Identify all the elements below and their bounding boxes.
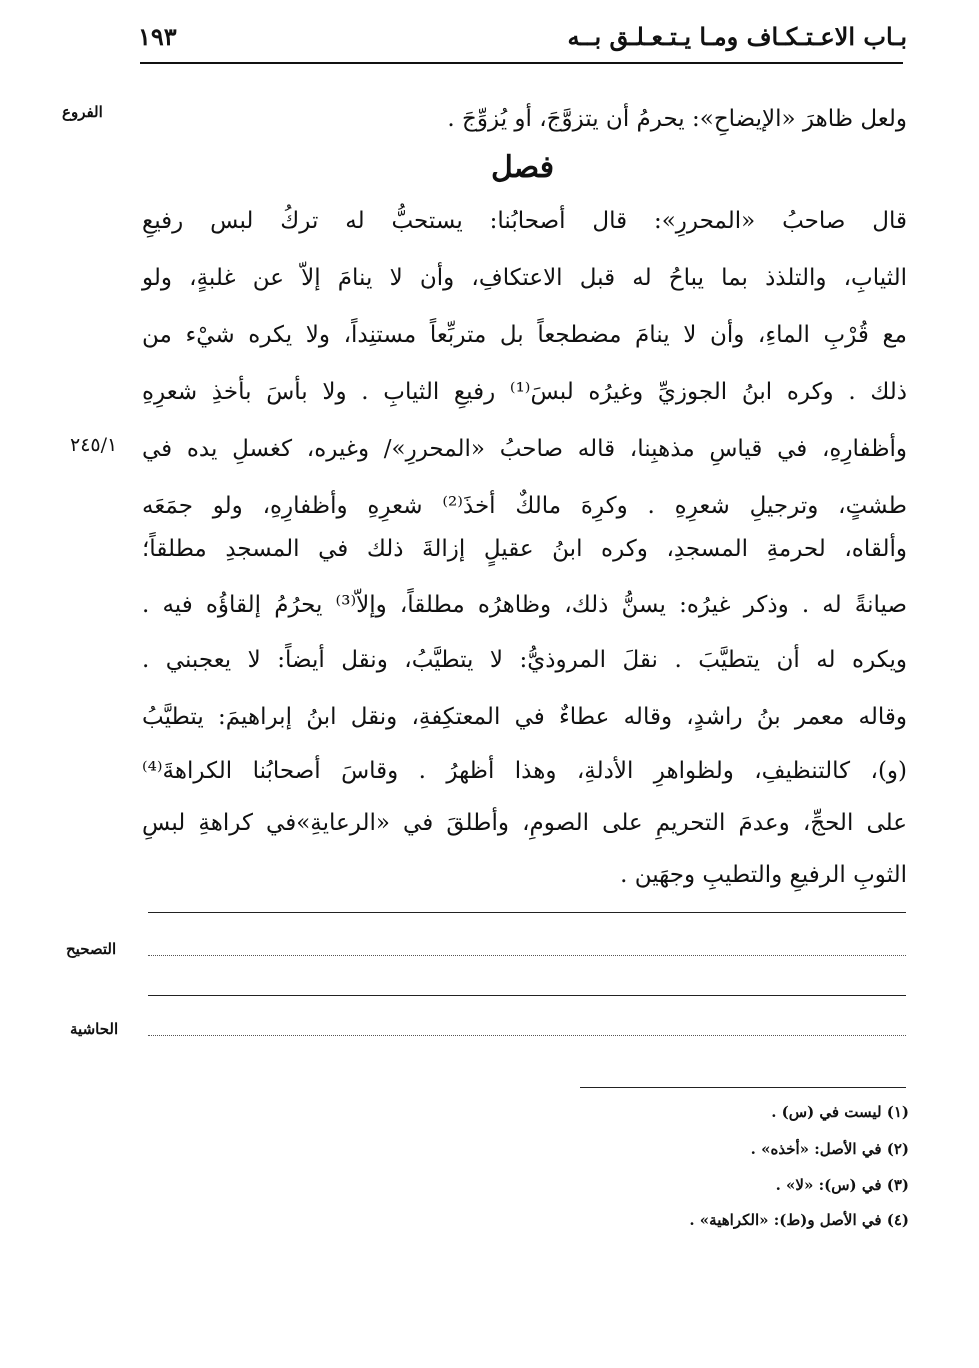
footnote-item: (٤) في الأصل و(ط): «الكراهية» . [689,1211,909,1229]
annotation-label: الحاشية [70,1020,119,1038]
footnote-rule [580,1087,906,1088]
body-line: ذلك . وكره ابنُ الجوزيِّ وغيرُه لبسَ⁽¹⁾ رفيعِ الثيابِ . ولا بأسَ بأخذِ شعرِهِ [142,379,907,405]
annotation-top-rule [148,995,906,996]
footnote-item: (٣) في (س): «لا» . [775,1176,909,1194]
footnote-item: (١) ليست في (س) . [771,1103,909,1121]
margin-book-name: الفروع [62,103,103,121]
body-line: طشتٍ، وترجيلِ شعرِهِ . وكرِهَ مالكٌ أخذَ⁽²⁾ شعرِهِ وأظفارِهِ، ولو جمَعَه [142,493,907,519]
page-number: ١٩٣ [138,22,177,51]
correction-label: التصحيح [66,940,117,958]
body-line: مع قُرْبِ الماءِ، وأن لا ينامَ مضطجعاً بل متربِّعاً مستنِداً، ولا يكره شيْء من [142,322,907,348]
body-last-line: الثوبِ الرفيعِ والتطيبِ وجهَين . [620,862,907,888]
section-heading: فصل [490,150,555,185]
body-line: ويكره له أن يتطيَّبَ . نقلَ المروذيُّ: لا يتطيَّبُ، ونقل أيضاً: لا يعجبني . [142,647,907,673]
body-line: قال صاحبُ «المحررِ»: قال أصحابُنا: يستحبُّ له تركُ لبس رفيعِ [142,208,907,234]
correction-dotted-line [148,955,906,956]
body-line: على الحجِّ، وعدمَ التحريمِ على الصومِ، وأطلقَ في «الرعايةِ»في كراهةِ لبسِ [142,810,907,836]
body-line: (و)، كالتنظيفِ، ولظواهرِ الأدلةِ، وهذا أظهرُ . وقاسَ أصحابُنا الكراهةَ⁽⁴⁾ [142,758,907,784]
correction-top-rule [148,912,906,913]
footnote-item: (٢) في الأصل: «أخذه» . [750,1140,909,1158]
header-rule [140,62,903,64]
body-line: الثيابِ، والتلذذ بما يباحُ له قبل الاعتكافِ، وأن لا ينامَ إلاّ عن غلبةٍ، ولو [142,265,907,291]
margin-volume-page-ref: ٢٤٥/١ [70,434,118,456]
annotation-dotted-line [148,1035,906,1036]
body-line: وقاله معمر بنُ راشدٍ، وقاله عطاءٌ في المعتكِفةِ، ونقل ابنُ إبراهيمَ: يتطيَّبُ [142,704,907,730]
body-line: وألقاه، لحرمةِ المسجدِ، وكره ابنُ عقيلٍ إزالةَ ذلك في المسجدِ مطلقاً؛ [142,536,907,562]
body-line: وأظفارِهِ، في قياسِ مذهبِنا، قاله صاحبُ «المحررِ»/ وغيره، كغسلِ يده في [142,436,907,462]
chapter-header-title: بـاب الاعـتـكـاف ومـا يـتـعـلـق بــه [567,22,907,51]
body-first-line: ولعل ظاهرَ «الإيضاحِ»: يحرمُ أن يتزوَّجَ، أو يُزوِّجَ . [447,106,907,132]
body-line: صيانةً له . وذكر غيرُه: يسنُّ ذلك، وظاهرُه مطلقاً، وإلاّ⁽³⁾ يحرُمُ إلقاؤُه فيه . [142,592,907,618]
